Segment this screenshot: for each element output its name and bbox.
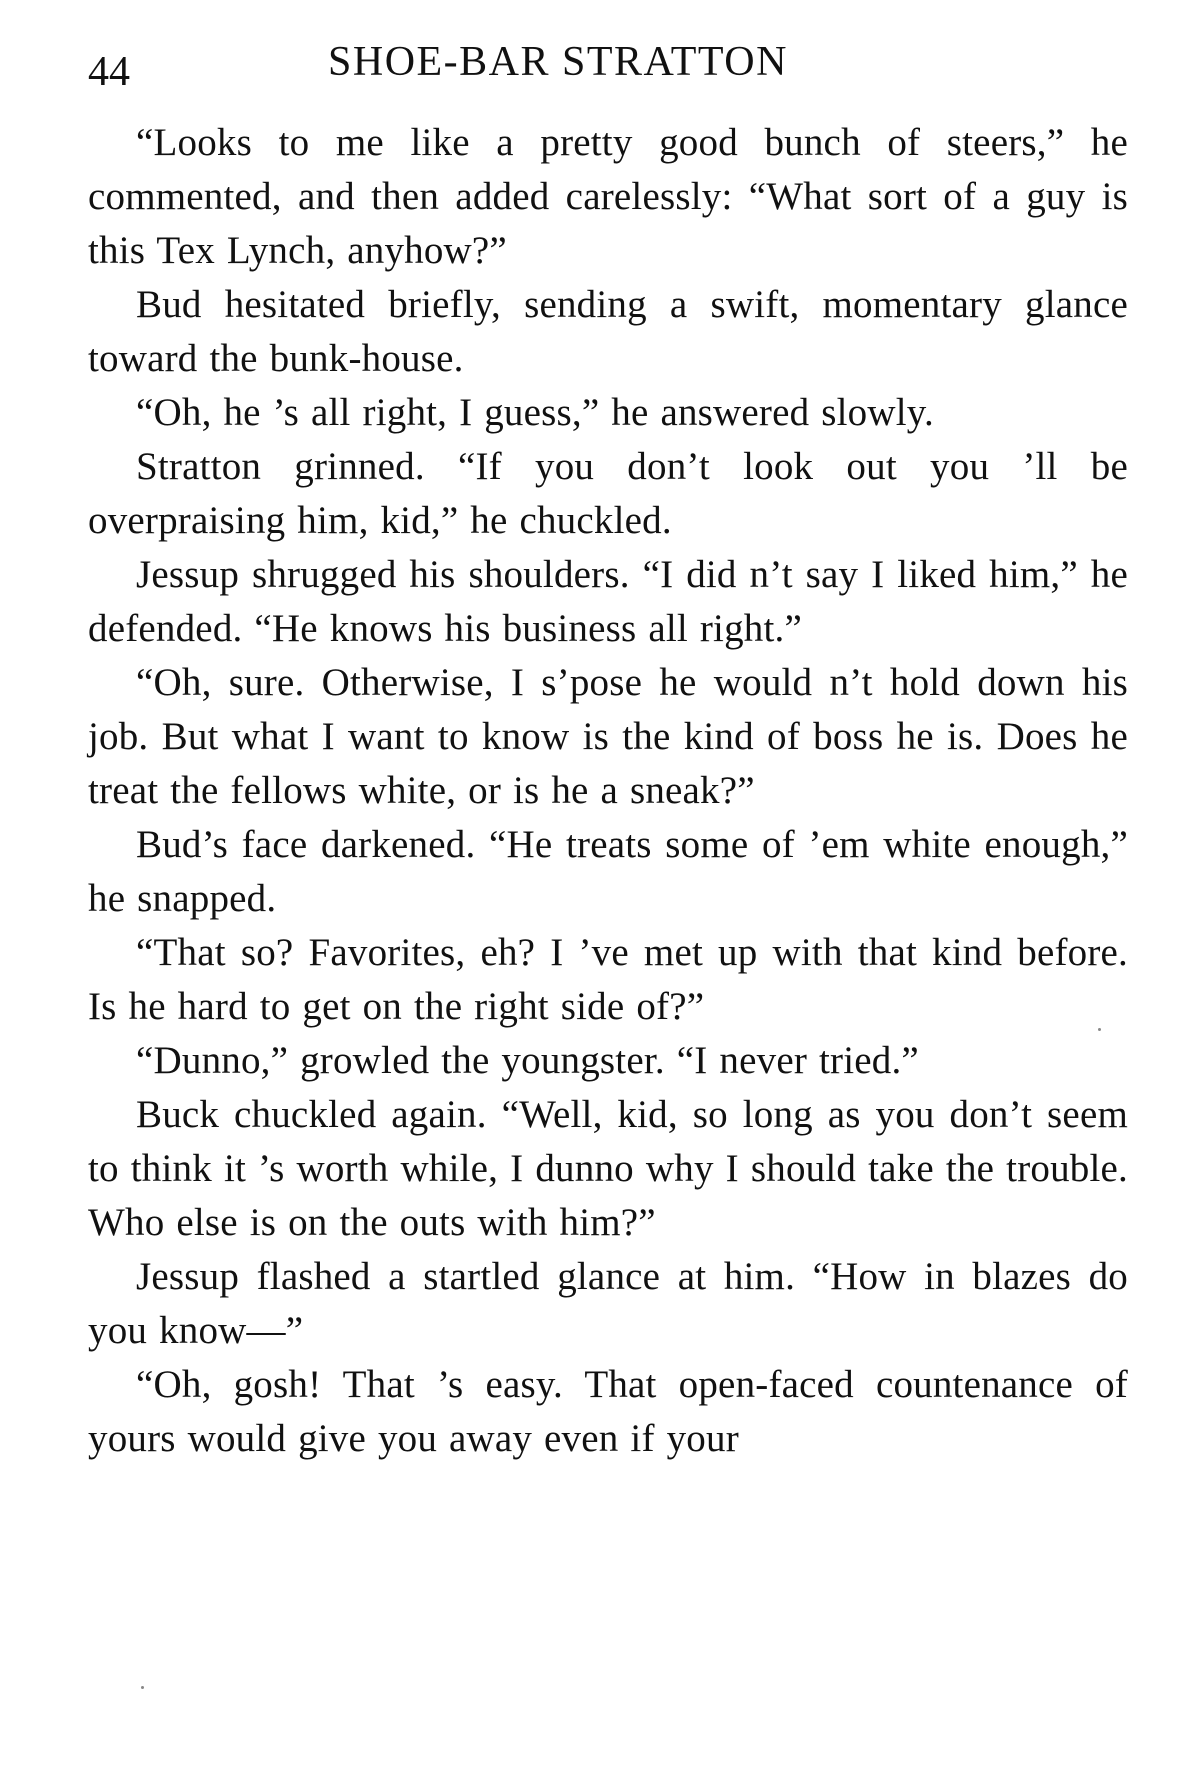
paper-speck <box>141 1686 144 1689</box>
paragraph: Jessup shrugged his shoulders. “I did n’t say I liked him,” he defended. “He knows his business all right.” <box>88 553 1128 650</box>
paper-speck <box>1098 1028 1101 1031</box>
paragraph: “Dunno,” growled the youngster. “I never tried.” <box>136 1039 919 1082</box>
page-number: 44 <box>88 49 130 95</box>
paragraph: Jessup flashed a startled glance at him. “How in blazes do you know—” <box>88 1255 1128 1352</box>
paragraph: “Oh, gosh! That ’s easy. That open-faced countenance of yours would give you away even if your <box>88 1363 1128 1460</box>
paragraph: Bud hesitated briefly, sending a swift, momentary glance toward the bunk-house. <box>88 283 1128 380</box>
paragraph: Buck chuckled again. “Well, kid, so long as you don’t seem to think it ’s worth while, I dunno why I should take the trouble. Who else is on the outs with him?” <box>88 1093 1128 1244</box>
paragraph: “Looks to me like a pretty good bunch of steers,” he commented, and then added carelessly: “What sort of a guy is this Tex Lynch, anyhow?” <box>88 121 1128 272</box>
running-head <box>88 36 1128 96</box>
paragraph: “That so? Favorites, eh? I ’ve met up with that kind before. Is he hard to get on the right side of?” <box>88 931 1128 1028</box>
paragraph: “Oh, he ’s all right, I guess,” he answered slowly. <box>136 391 934 434</box>
paragraph: “Oh, sure. Otherwise, I s’pose he would n’t hold down his job. But what I want to know is the kind of boss he is. Does he treat the fellows white, or is he a sneak?” <box>88 661 1128 812</box>
paragraph: Bud’s face darkened. “He treats some of ’em white enough,” he snapped. <box>88 823 1128 920</box>
running-title: SHOE-BAR STRATTON <box>328 39 788 85</box>
paragraph: Stratton grinned. “If you don’t look out you ’ll be overpraising him, kid,” he chuckled. <box>88 445 1128 542</box>
body-text <box>88 116 1128 1466</box>
